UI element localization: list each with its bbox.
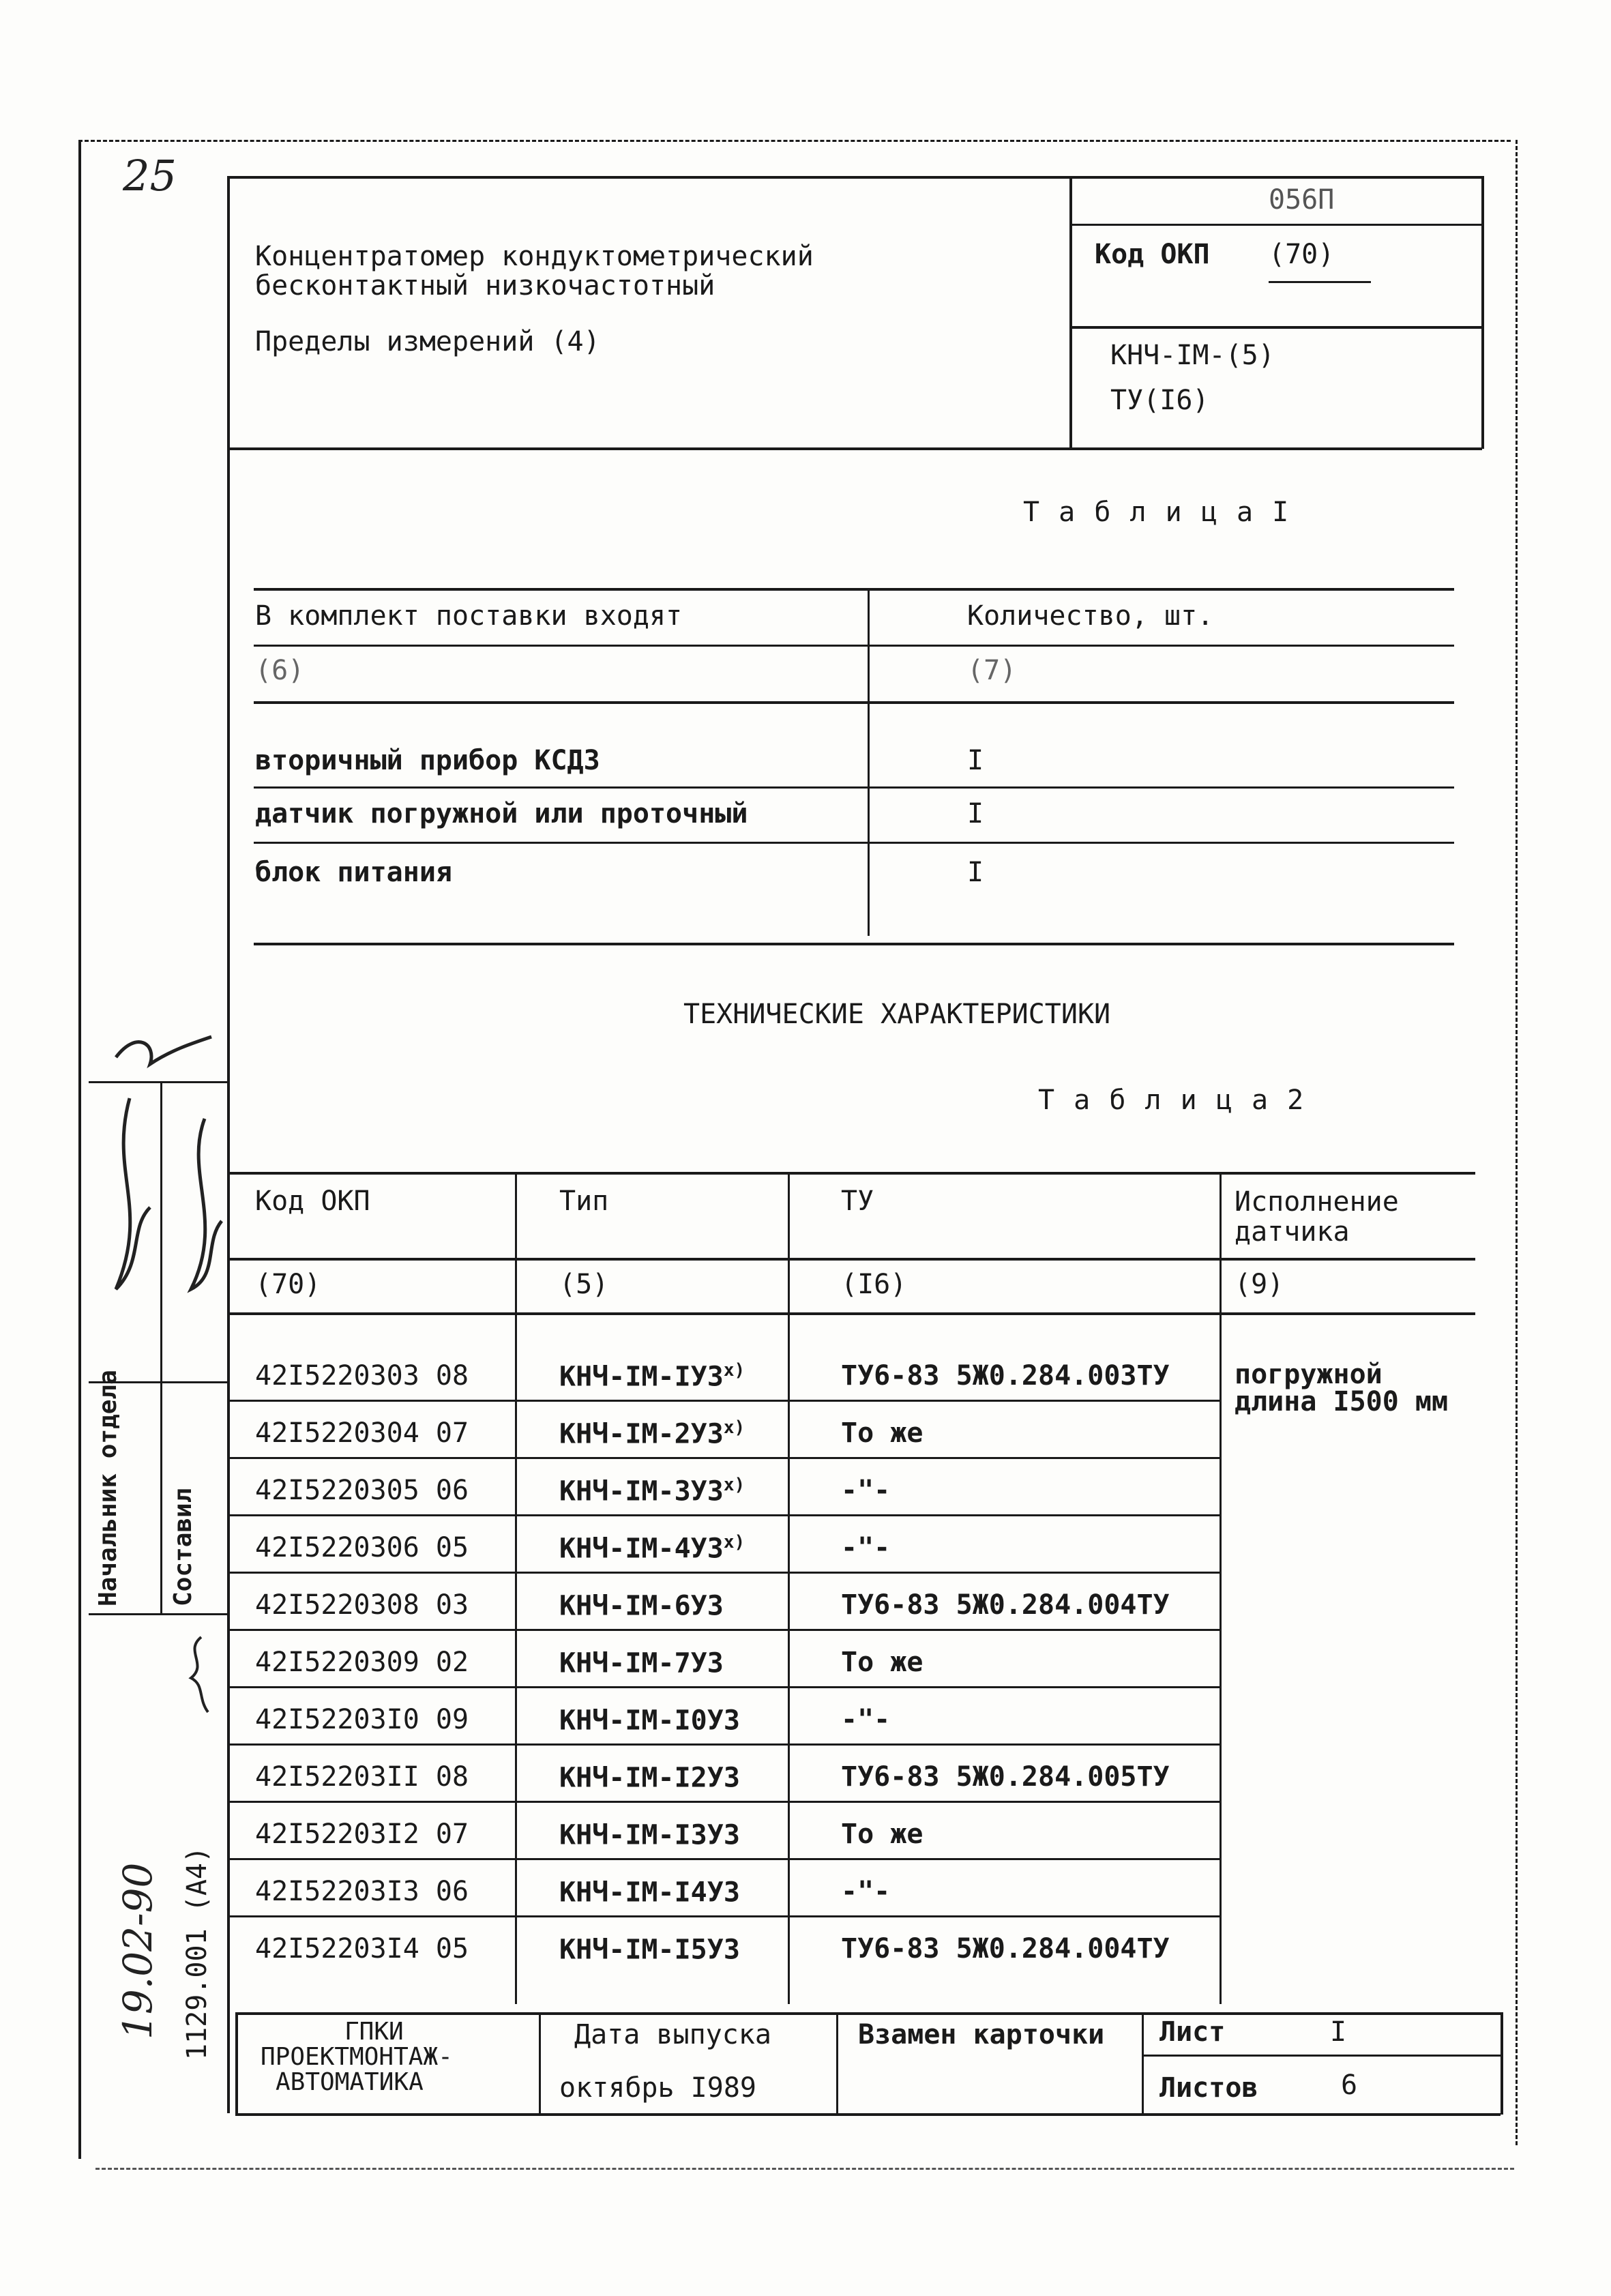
table2-row-tu: То же: [841, 1417, 923, 1449]
bottom-scan-line: [95, 2168, 1514, 2170]
table2-code-sensor: (9): [1235, 1269, 1284, 1300]
table2-row-type: КНЧ-IМ-I2УЗ: [559, 1762, 740, 1794]
table2-row-okp: 42I52203I4 05: [255, 1933, 469, 1964]
table2-row-line: [227, 1858, 1220, 1860]
table2-header-okp: Код ОКП: [255, 1186, 370, 1217]
table2-col-divider-1: [515, 1172, 517, 2004]
table2-row-okp: 42I52203II 08: [255, 1761, 469, 1793]
sheets-value: 6: [1341, 2070, 1358, 2101]
table2-row-tu: ТУ6-83 5Ж0.284.004ТУ: [841, 1589, 1170, 1621]
table2-row-type: КНЧ-IМ-IУЗ$^{x)}$: [559, 1360, 745, 1393]
table1-row-line: [254, 786, 1454, 789]
table2-code-tu: (I6): [841, 1269, 907, 1300]
header-cell-line2: [1069, 326, 1481, 329]
tu-ref: ТУ(I6): [1110, 385, 1209, 416]
table2-code-type: (5): [559, 1269, 609, 1300]
table2-row-type: КНЧ-IМ-I0УЗ: [559, 1705, 740, 1737]
header-bottom-line: [227, 447, 1482, 450]
table1-row3-item: блок питания: [255, 857, 452, 888]
footer-bottom-line: [235, 2113, 1501, 2116]
signature-marks: [89, 1003, 225, 1753]
org-line3: АВТОМАТИКА: [276, 2068, 424, 2096]
table2-row-type: КНЧ-IМ-3УЗ$^{x)}$: [559, 1475, 745, 1507]
table2-header-type: Тип: [559, 1186, 609, 1217]
top-frame-line: [78, 140, 1511, 142]
table2-row-okp: 42I5220304 07: [255, 1417, 469, 1449]
table1-top-line: [254, 588, 1454, 591]
table1-header-line: [254, 645, 1454, 647]
page-number: 25: [123, 151, 177, 201]
release-value: октябрь I989: [559, 2072, 756, 2104]
table2-row-line: [227, 1686, 1220, 1688]
table2-sensor-line2: длина I500 мм: [1235, 1386, 1449, 1417]
compiled-label: Составил: [169, 1488, 197, 1606]
table1-bottom-line: [254, 943, 1454, 945]
footer-divider-1: [539, 2012, 541, 2115]
table2-row-line: [227, 1514, 1220, 1516]
table2-row-okp: 42I5220309 02: [255, 1647, 469, 1678]
sheet-value: I: [1330, 2016, 1347, 2048]
footer-left-border: [235, 2012, 238, 2115]
table2-row-tu: ТУ6-83 5Ж0.284.004ТУ: [841, 1933, 1170, 1964]
okp-underline: [1269, 281, 1371, 283]
table1-row-line: [254, 842, 1454, 844]
product-title-line2: бесконтактный низкочастотный: [255, 270, 715, 301]
table2-row-tu: -"-: [841, 1704, 891, 1735]
table1-row1-qty: I: [967, 745, 984, 776]
head-dept-label: Начальник отдела: [94, 1370, 122, 1606]
card-left-border: [227, 176, 230, 2113]
table2-row-line: [227, 1400, 1220, 1402]
table2-sensor-line1: погружной: [1235, 1359, 1383, 1390]
signature-small: [191, 1637, 208, 1712]
release-label: Дата выпуска: [574, 2019, 771, 2050]
header-divider: [1069, 176, 1072, 449]
org-line2: ПРОЕКТМОНТАЖ-: [261, 2043, 453, 2071]
table2-row-line: [227, 1457, 1220, 1459]
table2-row-type: КНЧ-IМ-4УЗ$^{x)}$: [559, 1532, 745, 1565]
table1-row2-item: датчик погружной или проточный: [255, 798, 748, 829]
table2-caption: Т а б л и ц а 2: [1038, 1085, 1305, 1116]
table2-row-line: [227, 1743, 1220, 1746]
table2-row-type: КНЧ-IМ-I4УЗ: [559, 1876, 740, 1909]
left-frame-line: [78, 140, 81, 2159]
table2-row-type: КНЧ-IМ-I5УЗ: [559, 1934, 740, 1966]
table2-row-tu: -"-: [841, 1532, 891, 1563]
table2-row-okp: 42I52203I2 07: [255, 1819, 469, 1850]
measurement-limits: Пределы измерений (4): [255, 326, 600, 357]
table2-row-line: [227, 1915, 1220, 1917]
table2-row-tu: -"-: [841, 1475, 891, 1506]
table2-header-line: [227, 1258, 1475, 1261]
footer-divider-2: [836, 2012, 838, 2115]
table2-row-okp: 42I5220308 03: [255, 1589, 469, 1621]
card-right-border: [1481, 176, 1484, 449]
header-cell-line1: [1069, 224, 1481, 226]
table2-header-sensor: Исполнение датчика: [1235, 1186, 1399, 1248]
type-ref: КНЧ-IМ-(5): [1110, 340, 1275, 371]
org-line1: ГПКИ: [344, 2018, 404, 2046]
table2-col-divider-2: [788, 1172, 790, 2004]
table1-row3-qty: I: [967, 857, 984, 888]
table1-col1-code: (6): [255, 655, 305, 686]
card-number: 056П: [1269, 184, 1335, 216]
table2-row-type: КНЧ-IМ-6УЗ: [559, 1590, 724, 1622]
table2-row-line: [227, 1629, 1220, 1631]
sheet-label: Лист: [1159, 2016, 1226, 2048]
product-title-line1: Концентратомер кондуктометрический: [255, 241, 814, 272]
table2-row-tu: ТУ6-83 5Ж0.284.003ТУ: [841, 1360, 1170, 1392]
table1-col2-code: (7): [967, 655, 1017, 686]
table2-row-line: [227, 1572, 1220, 1574]
table1-col-divider: [868, 588, 870, 936]
table2-code-line: [227, 1312, 1475, 1315]
card-top-border: [227, 176, 1482, 179]
table2-row-type: КНЧ-IМ-2УЗ$^{x)}$: [559, 1417, 745, 1450]
table2-row-okp: 42I52203I3 06: [255, 1876, 469, 1907]
table2-row-line: [227, 1801, 1220, 1803]
footer-divider-3: [1142, 2012, 1144, 2115]
table2-row-tu: -"-: [841, 1876, 891, 1907]
okp-value: (70): [1269, 239, 1335, 270]
table2-row-okp: 42I5220305 06: [255, 1475, 469, 1506]
table2-row-okp: 42I5220306 05: [255, 1532, 469, 1563]
footer-sheet-line: [1142, 2055, 1501, 2057]
table2-row-tu: ТУ6-83 5Ж0.284.005ТУ: [841, 1761, 1170, 1793]
table1-col1-header: В комплект поставки входят: [255, 600, 683, 632]
table2-row-okp: 42I5220303 08: [255, 1360, 469, 1392]
table2-row-tu: То же: [841, 1819, 923, 1850]
footer-right-border: [1501, 2012, 1503, 2115]
replace-label: Взамен карточки: [858, 2019, 1105, 2050]
table2-top-line: [227, 1172, 1475, 1175]
signature-head-dept: [116, 1098, 150, 1289]
handwritten-date: 19.02-90: [115, 1862, 161, 2040]
right-frame-line: [1516, 140, 1518, 2145]
table2-row-type: КНЧ-IМ-7УЗ: [559, 1647, 724, 1679]
table2-row-okp: 42I52203I0 09: [255, 1704, 469, 1735]
table2-row-type: КНЧ-IМ-I3УЗ: [559, 1819, 740, 1851]
footer-top-line: [235, 2012, 1501, 2015]
sheets-label: Листов: [1159, 2072, 1258, 2104]
signature-compiler: [191, 1119, 222, 1289]
form-code: 1129.001 (А4): [181, 1846, 213, 2060]
table1-col2-header: Количество, шт.: [967, 600, 1214, 632]
okp-label: Код ОКП: [1095, 239, 1210, 270]
table2-code-okp: (70): [255, 1269, 321, 1300]
table2-col-divider-3: [1220, 1172, 1222, 2004]
tech-title: ТЕХНИЧЕСКИЕ ХАРАКТЕРИСТИКИ: [683, 999, 1111, 1030]
table1-row1-item: вторичный прибор КСДЗ: [255, 745, 600, 776]
signature-top-mark: [116, 1037, 211, 1064]
table1-row2-qty: I: [967, 798, 984, 829]
table1-caption: Т а б л и ц а I: [1023, 497, 1290, 528]
table2-header-tu: ТУ: [841, 1186, 874, 1217]
table2-row-tu: То же: [841, 1647, 923, 1678]
table1-code-line: [254, 701, 1454, 704]
